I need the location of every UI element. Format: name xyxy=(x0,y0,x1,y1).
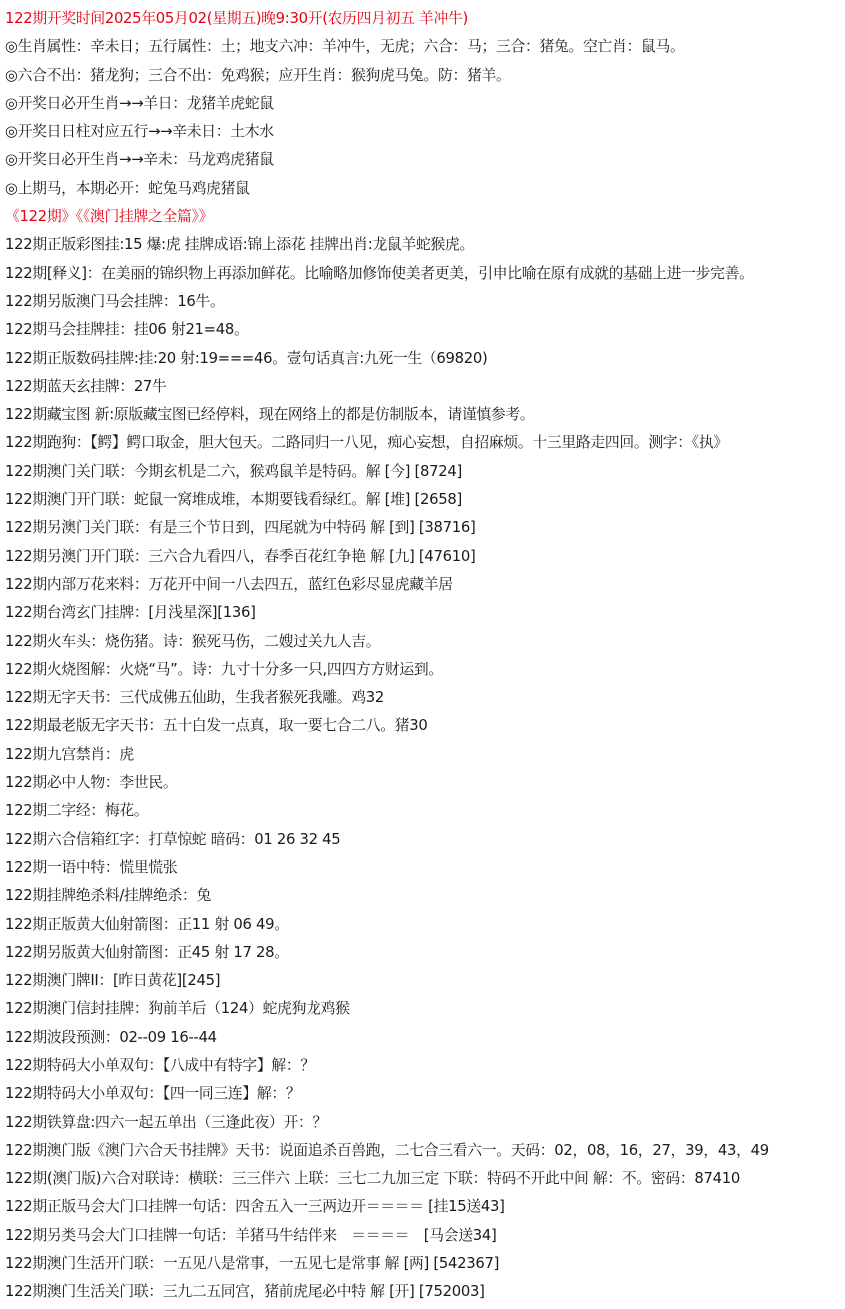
text-line: 122期最老版无字天书：五十白发一点真，取一要七合二八。猪30 xyxy=(5,717,428,735)
text-line: ◎开奖日必开生肖→→辛未：马龙鸡虎猪鼠 xyxy=(5,151,274,169)
text-line: ◎六合不出：猪龙狗；三合不出：免鸡猴；应开生肖：猴狗虎马兔。防：猪羊。 xyxy=(5,66,511,84)
text-line: 122期另版澳门马会挂牌：16牛。 xyxy=(5,292,225,310)
text-line: 122期特码大小单双句：【四一同三连】解：？ xyxy=(5,1085,301,1103)
text-line: 122期六合信箱红字：打草惊蛇 暗码：01 26 32 45 xyxy=(5,830,341,848)
text-line: 122期澳门生活开门联：一五见八是常事，一五见七是常事 解 [两] [542367] xyxy=(5,1255,500,1273)
text-line: 122期正版马会大门口挂牌一句话：四舍五入一三两边开＝＝＝＝ [挂15送43] xyxy=(5,1198,505,1216)
text-line: 122期无字天书：三代成佛五仙助，生我者猴死我雕。鸡32 xyxy=(5,689,385,707)
text-line: 122期台湾玄门挂牌：[月浅星深][136] xyxy=(5,604,256,622)
text-line: 122期必中人物：李世民。 xyxy=(5,774,178,792)
text-line: 122期正版数码挂牌:挂:20 射:19===46。壹句话真言:九死一生（69820) xyxy=(5,349,488,367)
highlight-line: 《122期》《《澳门挂牌之全篇》》 xyxy=(5,208,214,226)
text-line: 122期铁算盘:四六一起五单出（三逢此夜）开：？ xyxy=(5,1113,327,1131)
text-line: 122期蓝天玄挂牌：27牛 xyxy=(5,377,167,395)
text-line: 122期澳门开门联：蛇鼠一窝堆成堆，本期要钱看绿红。解 [堆] [2658] xyxy=(5,491,462,509)
text-line: 122期火烧图解：火烧“马”。诗：九寸十分多一只,四四方方财运到。 xyxy=(5,660,443,678)
text-line: 122期内部万花来料：万花开中间一八去四五，蓝红色彩尽显虎藏羊居 xyxy=(5,575,453,593)
text-line: 122期另澳门关门联：有是三个节日到，四尾就为中特码 解 [到] [38716] xyxy=(5,519,476,537)
text-line: 122期波段预测：02--09 16--44 xyxy=(5,1028,217,1046)
highlight-line: 122期开奖时间2025年05月02(星期五)晚9:30开(农历四月初五 羊冲牛) xyxy=(5,10,469,27)
text-line: ◎开奖日日柱对应五行→→辛未日：土木水 xyxy=(5,123,274,141)
text-line: 122期跑狗：【鳄】鳄口取金，胆大包天。二路同归一八见，痴心妄想，自招麻烦。十三里路走四回。测字：《执》 xyxy=(5,434,728,452)
text-line: 122期藏宝图 新:原版藏宝图已经停料，现在网络上的都是仿制版本，请谨慎参考。 xyxy=(5,406,535,424)
text-line: 122期特码大小单双句：【八成中有特字】解：？ xyxy=(5,1056,315,1074)
text-line: 122期[释义]：在美丽的锦织物上再添加鲜花。比喻略加修饰使美者更美，引申比喻在原有成就的基础上进一步完善。 xyxy=(5,264,754,282)
text-line: 122期澳门生活关门联：三九二五同宫，猪前虎尾必中特 解 [开] [752003] xyxy=(5,1283,485,1301)
text-line: 122期正版彩图挂:15 爆:虎 挂牌成语:锦上添花 挂牌出肖:龙鼠羊蛇猴虎。 xyxy=(5,236,474,254)
text-line: 122期澳门关门联：今期玄机是二六，猴鸡鼠羊是特码。解 [今] [8724] xyxy=(5,462,462,480)
text-line: 122期另澳门开门联：三六合九看四八，春季百花红争艳 解 [九] [47610] xyxy=(5,547,476,565)
text-line: 122期另类马会大门口挂牌一句话：羊猪马牛结伴来 ＝＝＝＝ [马会送34] xyxy=(5,1226,497,1244)
text-line: 122期(澳门版)六合对联诗：横联：三三伴六 上联：三七二九加三定 下联：特码不开此中间 解：不。密码：87410 xyxy=(5,1170,740,1188)
text-line: 122期火车头：烧伤猪。诗：猴死马伤，二嫂过关九人吉。 xyxy=(5,632,381,650)
text-line: 122期澳门牌II：[昨日黄花][245] xyxy=(5,972,221,990)
text-line: 122期澳门信封挂牌：狗前羊后（124）蛇虎狗龙鸡猴 xyxy=(5,1000,350,1018)
text-line: ◎上期马，本期必开：蛇兔马鸡虎猪鼠 xyxy=(5,179,250,197)
text-line: 122期二字经：梅花。 xyxy=(5,802,149,820)
text-line: 122期一语中特：慌里慌张 xyxy=(5,858,178,876)
text-line: 122期澳门版《澳门六合天书挂牌》天书：说面追杀百兽跑，二七合三看六一。天码：02，08，16，27，39，43，49 xyxy=(5,1141,769,1159)
text-line: 122期马会挂牌挂：挂06 射21=48。 xyxy=(5,321,249,339)
text-line: ◎开奖日必开生肖→→羊日：龙猪羊虎蛇鼠 xyxy=(5,94,274,112)
text-line: ◎生肖属性：辛未日；五行属性：土；地支六冲：羊冲牛，无虎；六合：马；三合：猪兔。空亡肖：鼠马。 xyxy=(5,38,685,56)
text-line: 122期九宫禁肖：虎 xyxy=(5,745,134,763)
text-line: 122期另版黄大仙射箭图：正45 射 17 28。 xyxy=(5,943,289,961)
text-line: 122期挂牌绝杀料/挂牌绝杀：兔 xyxy=(5,887,211,905)
text-line: 122期正版黄大仙射箭图：正11 射 06 49。 xyxy=(5,915,289,933)
